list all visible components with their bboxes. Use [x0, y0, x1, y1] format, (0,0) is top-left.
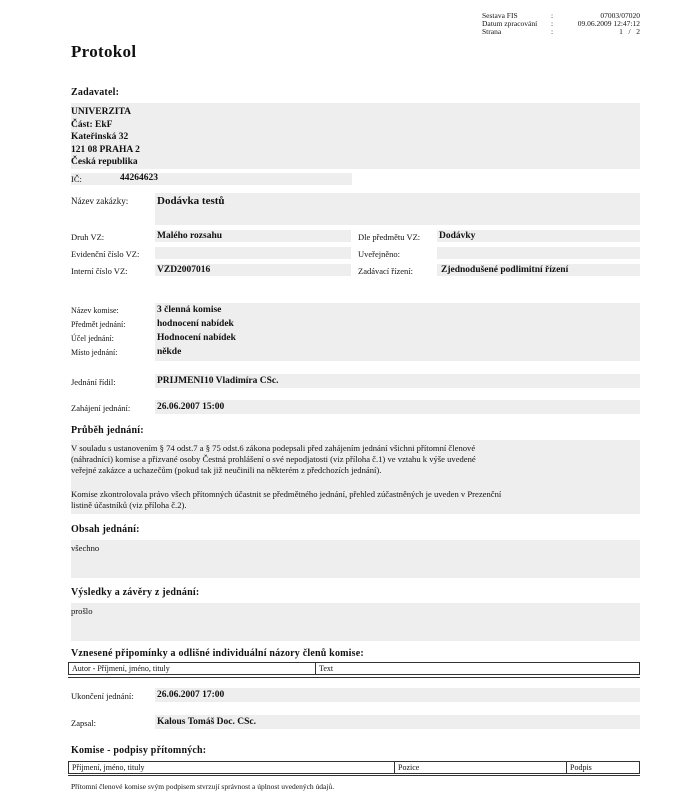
text-line: V souladu s ustanovením § 74 odst.7 a § 75 odst.6 zákona podepsali před zahájením jednání všichni přítomní členové [71, 443, 476, 453]
zakazka-label: Název zakázky: [71, 196, 129, 206]
meta-label: Sestava FIS [482, 11, 518, 20]
meta-label: Strana [482, 27, 502, 36]
meta-label: Datum zpracování [482, 19, 538, 28]
ridil-label: Jednání řídil: [71, 377, 116, 387]
komise-ucel-label: Účel jednání: [71, 334, 114, 343]
table-header-cell: Podpis [567, 762, 640, 774]
ukonceni-label: Ukončení jednání: [71, 691, 134, 701]
vysledky-heading: Výsledky a závěry z jednání: [71, 587, 200, 598]
table-header-cell: Příjmení, jméno, tituly [69, 762, 395, 774]
komise-box [155, 303, 640, 361]
zahajeni-value: 26.06.2007 15:00 [157, 402, 225, 412]
text-line: listině účastníků (viz příloha č.2). [71, 500, 187, 510]
ukonceni-box [155, 688, 640, 702]
obsah-box [71, 540, 640, 578]
divider [68, 677, 640, 678]
ic-value: 44264623 [120, 173, 158, 183]
interni-value: VZD2007016 [157, 265, 211, 275]
komise-misto-value: někde [157, 347, 182, 357]
text-line: (náhradníci) komise a přizvané osoby Čestná prohlášení o své nepodjatosti (viz příloha č.1) ve vztahu k výše uvedené [71, 454, 476, 464]
evid-box [155, 247, 351, 259]
rizeni-label: Zadávací řízení: [358, 266, 413, 276]
zakazka-value: Dodávka testů [157, 195, 225, 207]
ic-box [71, 173, 352, 185]
address-line: Kateřinská 32 [71, 132, 129, 142]
table-header-cell: Pozice [395, 762, 567, 774]
predmet-value: Dodávky [439, 231, 476, 241]
footer-note: Přítomní členové komise svým podpisem stvrzují správnost a úplnost uvedených údajů. [71, 782, 335, 791]
zapsal-label: Zapsal: [71, 718, 97, 728]
prubeh-heading: Průběh jednání: [71, 425, 144, 436]
zadavatel-address [71, 106, 140, 169]
meta-sep: : [551, 19, 554, 28]
divider [68, 775, 640, 776]
address-line: 121 08 PRAHA 2 [71, 144, 140, 155]
predmet-label: Dle předmětu VZ: [358, 232, 421, 242]
text-line: veřejné zakázce a uchazečům (pokud tak již neučinili na některém z předchozích jednání). [71, 465, 382, 475]
meta-value: 1 / 2 [619, 27, 640, 36]
zahajeni-label: Zahájení jednání: [71, 403, 131, 413]
vysledky-text: prošlo [71, 606, 93, 616]
podpisy-heading: Komise - podpisy přítomných: [71, 745, 207, 756]
pripominky-table [68, 662, 640, 675]
meta-value: 07003/07020 [600, 11, 640, 20]
meta-sep: : [551, 11, 554, 20]
table-header-row [69, 663, 640, 675]
komise-ucel-value: Hodnocení nabídek [157, 333, 236, 343]
prubeh-paragraph-2 [71, 489, 501, 511]
vysledky-box [71, 603, 640, 641]
komise-misto-label: Místo jednání: [71, 348, 118, 357]
druh-label: Druh VZ: [71, 232, 105, 242]
ic-label: IČ: [71, 174, 82, 184]
zadavatel-heading: Zadavatel: [71, 87, 120, 98]
table-header-row [69, 762, 640, 774]
komise-predmet-label: Předmět jednání: [71, 320, 126, 329]
table-header-cell: Autor - Příjmení, jméno, tituly [69, 663, 316, 675]
komise-nazev-label: Název komise: [71, 306, 119, 315]
ukonceni-value: 26.06.2007 17:00 [157, 690, 225, 700]
zahajeni-box [155, 400, 640, 414]
table-header-cell: Text [316, 663, 640, 675]
meta-sep: : [551, 27, 554, 36]
druh-value: Malého rozsahu [157, 231, 223, 241]
interni-label: Interní číslo VZ: [71, 266, 128, 276]
page-title: Protokol [71, 42, 137, 61]
zadavatel-box [71, 103, 640, 169]
obsah-text: všechno [71, 543, 100, 553]
ridil-value: PRIJMENI10 Vladimíra CSc. [157, 376, 279, 386]
komise-nazev-value: 3 členná komise [157, 305, 222, 315]
meta-value: 09.06.2009 12:47:12 [577, 19, 640, 28]
uverejneno-box [437, 247, 640, 259]
zakazka-box [155, 193, 640, 225]
address-line: UNIVERZITA [71, 107, 132, 117]
zapsal-value: Kalous Tomáš Doc. CSc. [157, 717, 256, 727]
uverejneno-label: Uveřejněno: [358, 249, 401, 259]
text-line: Komise zkontrolovala právo všech přítomných účastnit se předmětného jednání, přehled zúčastněných je uveden v Prezenční [71, 489, 502, 499]
komise-predmet-value: hodnocení nabídek [157, 319, 234, 329]
prubeh-paragraph-1 [71, 443, 476, 476]
podpisy-table [68, 761, 640, 774]
evid-label: Evidenční číslo VZ: [71, 249, 140, 259]
address-line: Část: EkF [71, 119, 113, 130]
address-line: Česká republika [71, 157, 138, 167]
rizeni-value: Zjednodušené podlimitní řízení [441, 265, 569, 275]
obsah-heading: Obsah jednání: [71, 524, 140, 535]
pripominky-heading: Vznesené připomínky a odlišné individuální názory členů komise: [71, 648, 364, 659]
